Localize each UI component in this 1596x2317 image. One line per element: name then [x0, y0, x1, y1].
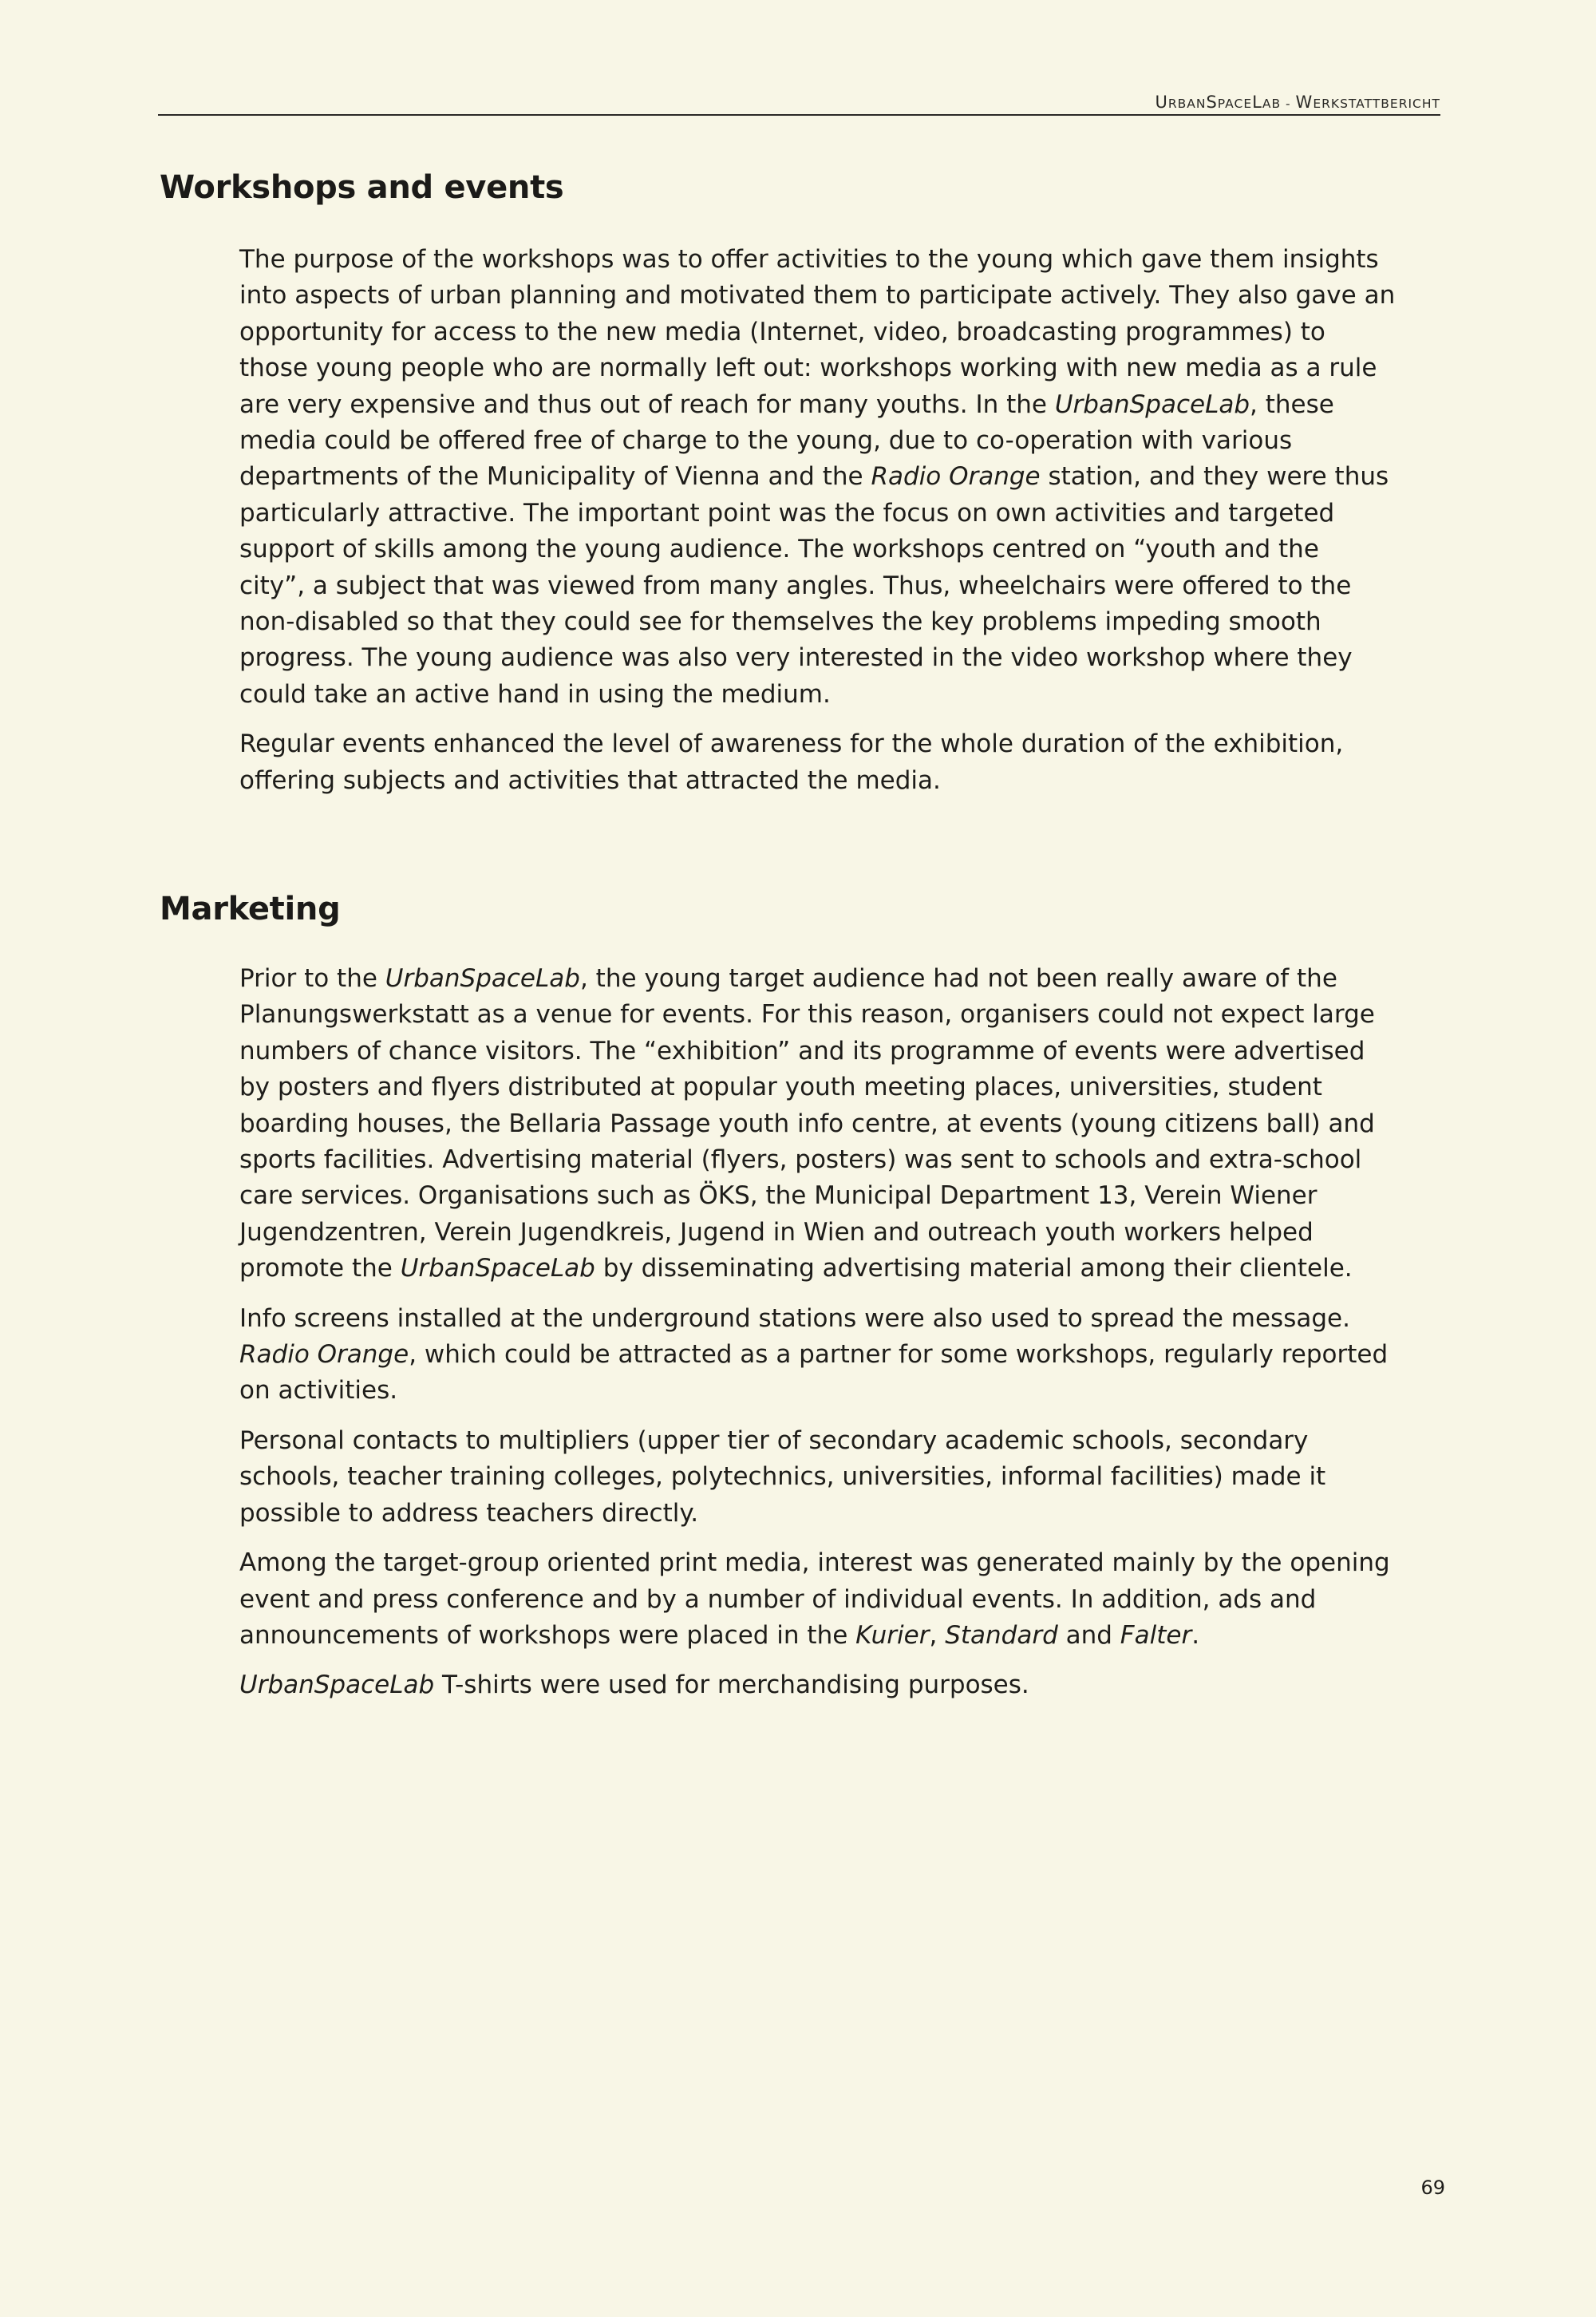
text-run: The purpose of the workshops was to offer activities to the young which gave them insights	[239, 245, 1379, 274]
text-run: by disseminating advertising material among their clientele.	[595, 1254, 1353, 1283]
text-line	[239, 997, 1460, 1033]
text-run: on activities.	[239, 1376, 398, 1406]
paragraph	[239, 1423, 1460, 1532]
text-line	[239, 1667, 1460, 1703]
text-run: care services. Organisations such as ÖKS, the Municipal Department 13, Verein Wiener	[239, 1181, 1317, 1211]
text-line	[239, 1251, 1460, 1287]
text-run: schools, teacher training colleges, polytechnics, universities, informal facilities) made it	[239, 1462, 1326, 1492]
text-run: possible to address teachers directly.	[239, 1498, 699, 1528]
text-line	[239, 568, 1460, 604]
text-run: and	[1057, 1620, 1120, 1650]
text-line	[239, 278, 1460, 314]
running-head: URBANSPACELAB - WERKSTATTBERICHT	[1155, 93, 1440, 112]
text-run: ,	[929, 1620, 946, 1650]
text-line	[239, 1142, 1460, 1178]
section-heading-workshops: Workshops and events	[160, 169, 564, 206]
text-line	[239, 1034, 1460, 1070]
text-line	[239, 1459, 1460, 1495]
text-run: into aspects of urban planning and motivated them to participate actively. They also gave an	[239, 281, 1396, 310]
text-run: promote the	[239, 1254, 401, 1283]
italic-title: Standard	[945, 1620, 1058, 1650]
text-line	[239, 677, 1460, 713]
paragraph	[239, 242, 1460, 713]
page-number: 69	[1420, 2177, 1445, 2199]
paragraph	[239, 726, 1460, 799]
text-line	[239, 1070, 1460, 1105]
text-line	[239, 1215, 1460, 1251]
text-line	[239, 387, 1460, 423]
text-line	[239, 459, 1460, 495]
text-line	[239, 763, 1460, 799]
text-run: particularly attractive. The important point was the focus on own activities and targeted	[239, 498, 1335, 528]
text-line	[239, 604, 1460, 640]
header-rule	[158, 114, 1440, 116]
text-run: are very expensive and thus out of reach for many youths. In the	[239, 389, 1055, 419]
text-line	[239, 350, 1460, 386]
text-run: , the young target audience had not been really aware of the	[579, 964, 1337, 993]
text-line	[239, 1106, 1460, 1142]
text-line	[239, 1373, 1460, 1409]
section-body-workshops	[239, 242, 1460, 813]
text-line	[239, 1582, 1460, 1618]
paragraph	[239, 1545, 1460, 1654]
text-line	[239, 961, 1460, 997]
text-run: those young people who are normally left out: workshops working with new media as a rule	[239, 354, 1377, 383]
text-line	[239, 314, 1460, 350]
text-run: by posters and flyers distributed at popular youth meeting places, universities, student	[239, 1073, 1322, 1102]
text-run: Info screens installed at the underground stations were also used to spread the message.	[239, 1303, 1350, 1333]
text-line	[239, 496, 1460, 532]
text-run: , which could be attracted as a partner for some workshops, regularly reported	[409, 1340, 1389, 1370]
text-line	[239, 423, 1460, 459]
text-run: Personal contacts to multipliers (upper tier of secondary academic schools, secondary	[239, 1425, 1309, 1455]
italic-title: Falter	[1120, 1620, 1192, 1650]
text-line	[239, 640, 1460, 676]
text-run: event and press conference and by a number of individual events. In addition, ads and	[239, 1584, 1317, 1614]
text-line	[239, 1496, 1460, 1532]
section-body-marketing	[239, 961, 1460, 1718]
text-run: could take an active hand in using the medium.	[239, 679, 831, 709]
section-heading-marketing: Marketing	[160, 891, 341, 927]
italic-title: UrbanSpaceLab	[239, 1671, 435, 1700]
text-run: Prior to the	[239, 964, 385, 993]
italic-title: Kurier	[855, 1620, 930, 1650]
text-run: Planungswerkstatt as a venue for events. For this reason, organisers could not expect large	[239, 1000, 1375, 1030]
text-run: boarding houses, the Bellaria Passage youth info centre, at events (young citizens ball) and	[239, 1109, 1375, 1138]
text-run: numbers of chance visitors. The “exhibition” and its programme of events were advertised	[239, 1036, 1365, 1066]
text-line	[239, 1337, 1460, 1373]
text-run: opportunity for access to the new media (Internet, video, broadcasting programmes) to	[239, 317, 1325, 346]
paragraph	[239, 1667, 1460, 1703]
text-line	[239, 726, 1460, 762]
text-line	[239, 1301, 1460, 1337]
text-run: progress. The young audience was also very interested in the video workshop where they	[239, 643, 1353, 673]
paragraph	[239, 1301, 1460, 1410]
text-line	[239, 1178, 1460, 1214]
text-run: , these	[1250, 389, 1334, 419]
text-run: Among the target-group oriented print media, interest was generated mainly by the opening	[239, 1548, 1390, 1578]
text-run: Regular events enhanced the level of awareness for the whole duration of the exhibition,	[239, 729, 1344, 759]
text-run: support of skills among the young audience. The workshops centred on “youth and the	[239, 535, 1319, 564]
text-line	[239, 242, 1460, 278]
italic-title: UrbanSpaceLab	[1054, 389, 1250, 419]
text-run: sports facilities. Advertising material (flyers, posters) was sent to schools and extra-school	[239, 1145, 1362, 1175]
italic-title: Radio Orange	[871, 462, 1041, 492]
text-run: departments of the Municipality of Vienna and the	[239, 462, 871, 492]
text-run: media could be offered free of charge to the young, due to co-operation with various	[239, 426, 1293, 456]
text-run: non-disabled so that they could see for themselves the key problems impeding smooth	[239, 607, 1321, 637]
text-run: station, and they were thus	[1040, 462, 1389, 492]
italic-title: Radio Orange	[239, 1340, 409, 1370]
text-line	[239, 1618, 1460, 1654]
italic-title: UrbanSpaceLab	[385, 964, 580, 993]
paragraph	[239, 961, 1460, 1287]
italic-title: UrbanSpaceLab	[400, 1254, 595, 1283]
text-run: .	[1191, 1620, 1200, 1650]
text-run: announcements of workshops were placed in the	[239, 1620, 856, 1650]
text-run: T-shirts were used for merchandising purposes.	[434, 1671, 1029, 1700]
text-run: city”, a subject that was viewed from many angles. Thus, wheelchairs were offered to the	[239, 571, 1352, 600]
text-run: Jugendzentren, Verein Jugendkreis, Jugend in Wien and outreach youth workers helped	[239, 1217, 1314, 1247]
text-run: offering subjects and activities that attracted the media.	[239, 765, 941, 795]
text-line	[239, 532, 1460, 567]
text-line	[239, 1423, 1460, 1459]
text-line	[239, 1545, 1460, 1581]
